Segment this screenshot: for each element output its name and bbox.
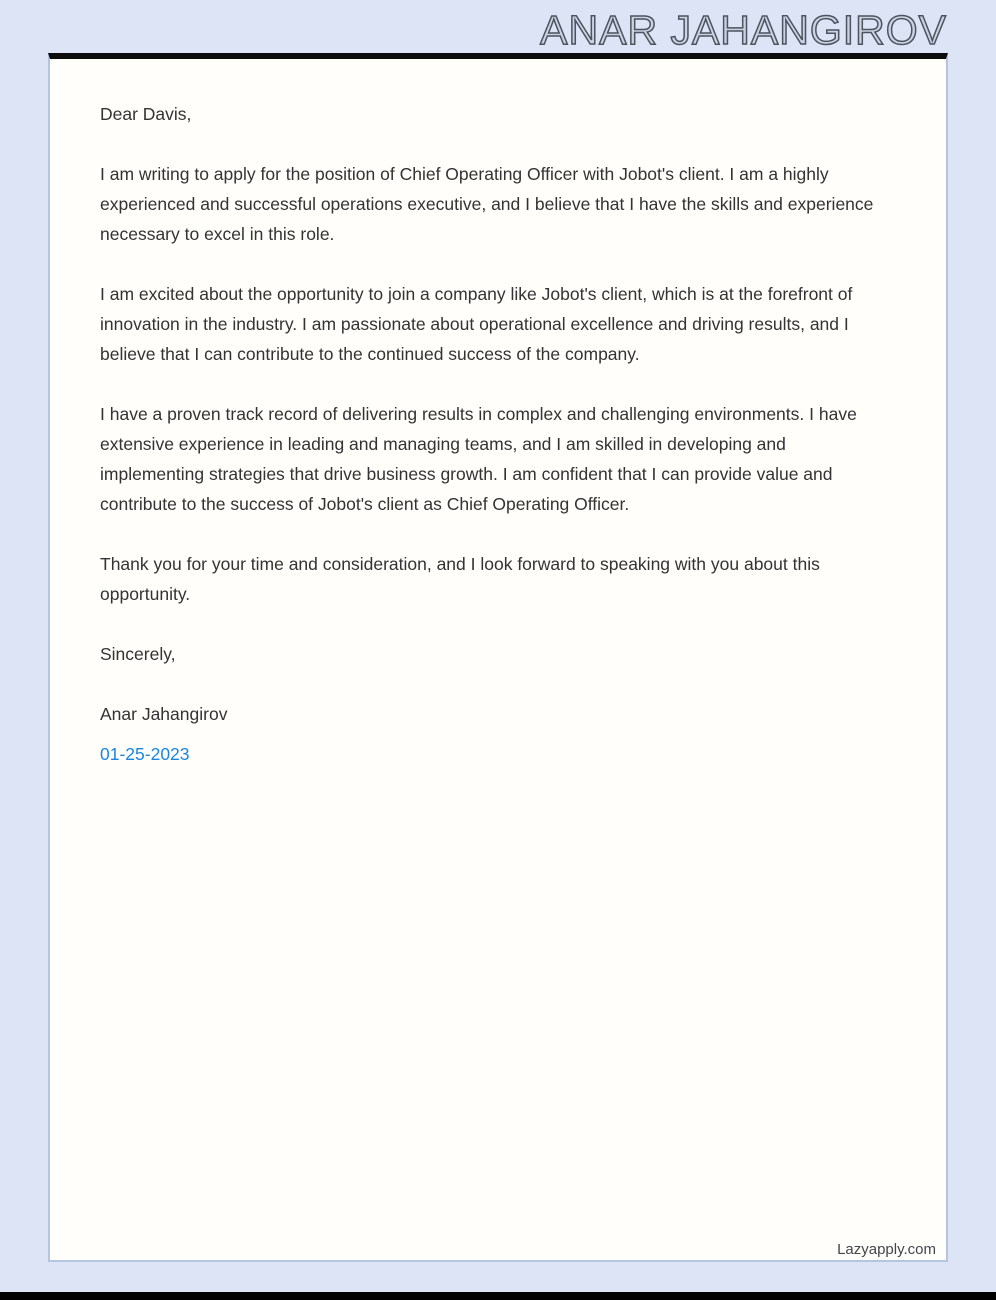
signature-name: Anar Jahangirov — [100, 704, 228, 724]
letter-body — [50, 59, 946, 769]
paragraph-2: I am excited about the opportunity to join a company like Jobot's client, which is at the forefront of innovation in the industry. I am passionate about operational excellence and driving results, and I believe that I can contribute to the continued success of the company. — [100, 284, 853, 364]
paragraph-1: I am writing to apply for the position of Chief Operating Officer with Jobot's client. I am a highly experienced and successful operations executive, and I believe that I have the skills and experience necessary to excel in this role. — [100, 164, 874, 244]
watermark: Lazyapply.com — [837, 1241, 936, 1258]
closing: Sincerely, — [100, 644, 176, 664]
salutation: Dear Davis, — [100, 104, 192, 124]
paragraph-4: Thank you for your time and consideration, and I look forward to speaking with you about this opportunity. — [100, 554, 820, 604]
letter-document — [48, 53, 948, 1262]
bottom-strip — [0, 1292, 996, 1300]
paragraph-3: I have a proven track record of delivering results in complex and challenging environments. I have extensive experience in leading and managing teams, and I am skilled in developing and implementing strategies that drive business growth. I am confident that I can provide value and contribute to the success of Jobot's client as Chief Operating Officer. — [100, 404, 857, 514]
letter-date: 01-25-2023 — [100, 744, 190, 764]
header-name: ANAR JAHANGIROV — [540, 7, 947, 53]
